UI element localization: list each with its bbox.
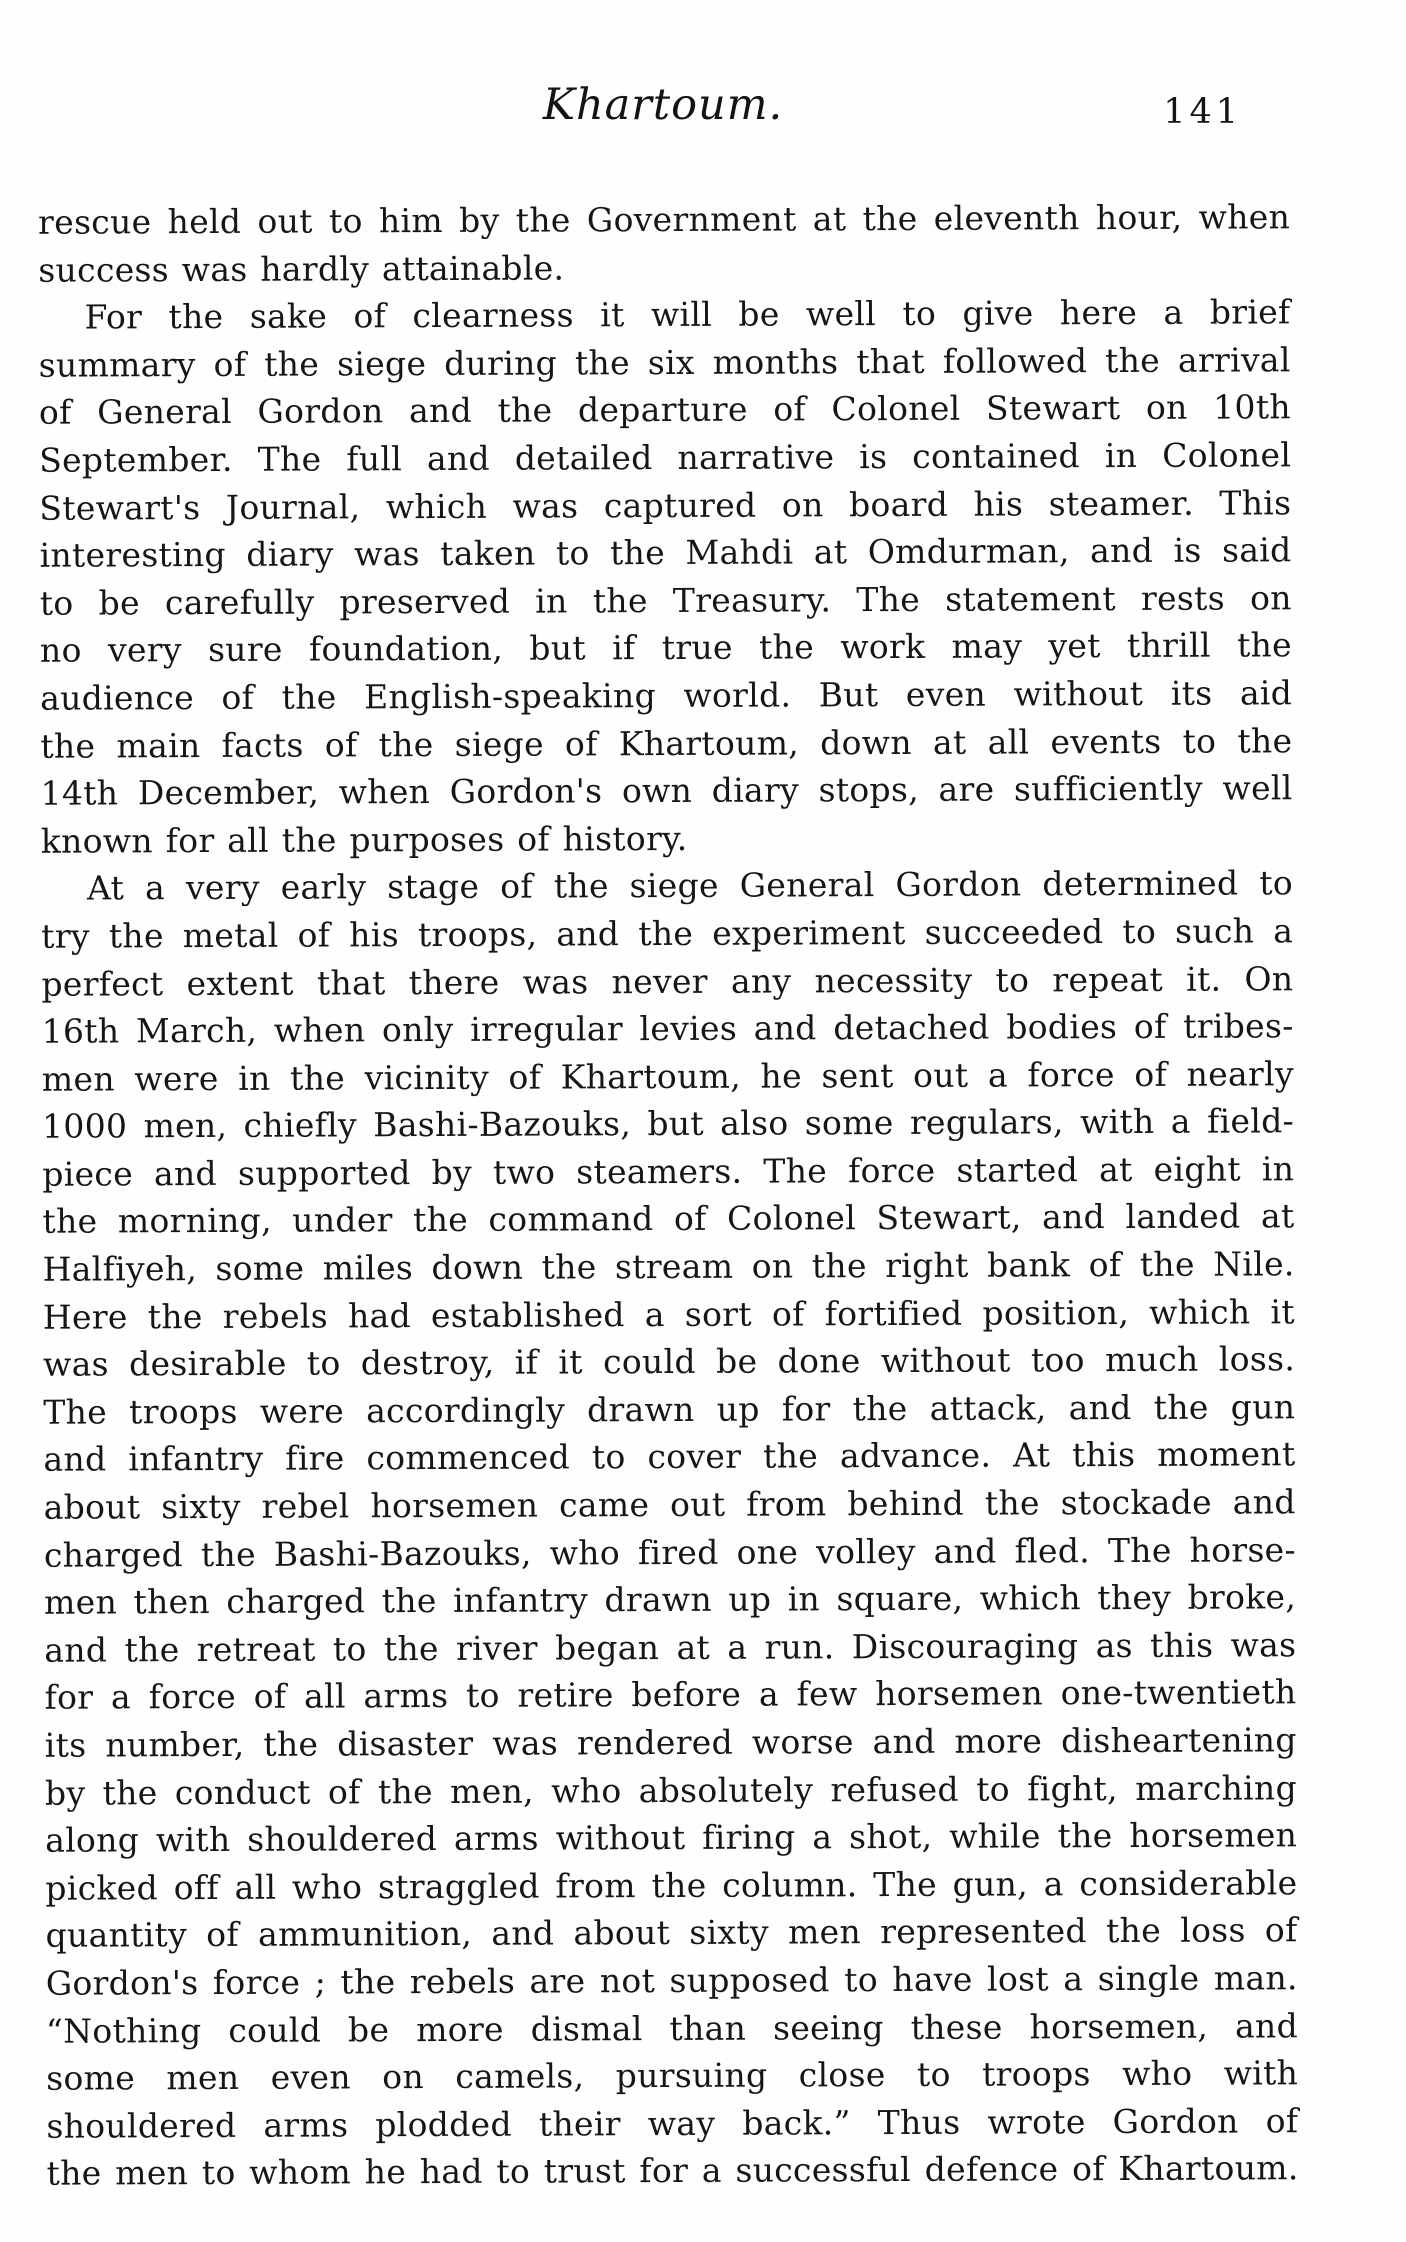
text-line: for a force of all arms to retire before a few horsemen one-twentieth [44,1672,1297,1718]
text-line: the morning, under the command of Colonel Stewart, and landed at [42,1196,1295,1242]
text-line: to be carefully preserved in the Treasury. The statement rests on [39,578,1292,623]
text-line: was desirable to destroy, if it could be done without too much loss. [43,1339,1296,1384]
text-line: piece and supported by two steamers. The force started at eight in [42,1149,1295,1194]
text-line: men then charged the infantry drawn up in square, which they broke, [44,1577,1297,1622]
text-line: shouldered arms plodded their way back.” Thus wrote Gordon of [46,2101,1299,2146]
text-line: summary of the siege during the six months that followed the arrival [38,340,1291,385]
text-line: audience of the English-speaking world. But even without its aid [40,673,1293,718]
text-line: The troops were accordingly drawn up for the attack, and the gun [43,1387,1296,1432]
text-line: 16th March, when only irregular levies and detached bodies of tribes- [41,1006,1294,1051]
text-line: the men to whom he had to trust for a successful defence of Khartoum. [46,2148,1299,2194]
text-line: For the sake of clearness it will be well to give here a brief [84,292,1291,337]
text-line: charged the Bashi-Bazouks, who fired one volley and fled. The horse- [43,1529,1296,1575]
text-line: 14th December, when Gordon's own diary stops, are sufficiently well [40,768,1293,813]
text-line: known for all the purposes of history. [40,818,688,861]
text-line: and infantry fire commenced to cover the advance. At this moment [43,1434,1296,1480]
text-line: men were in the vicinity of Khartoum, he sent out a force of nearly [41,1053,1294,1099]
running-header [38,80,1288,150]
text-line: no very sure foundation, but if true the work may yet thrill the [39,625,1293,671]
text-line: interesting diary was taken to the Mahdi at Omdurman, and is said [39,530,1292,575]
text-line: Gordon's force ; the rebels are not supposed to have lost a single man. [45,1958,1298,2003]
text-line: “Nothing could be more dismal than seeing these horsemen, and [45,2005,1299,2051]
text-line: Stewart's Journal, which was captured on board his steamer. This [39,482,1292,528]
page-title: Khartoum. [542,80,784,130]
text-line: rescue held out to him by the Government at the eleventh hour, when [38,197,1291,242]
text-line: September. The full and detailed narrative is contained in Colonel [39,435,1292,480]
text-line: quantity of ammunition, and about sixty men represented the loss of [45,1910,1298,1956]
text-line: picked off all who straggled from the column. The gun, a considerable [45,1863,1298,1908]
text-line: and the retreat to the river began at a run. Discouraging as this was [44,1625,1297,1670]
text-line: perfect extent that there was never any necessity to repeat it. On [41,958,1294,1004]
text-line: its number, the disaster was rendered worse and more disheartening [44,1720,1297,1765]
text-line: some men even on camels, pursuing close to troops who with [46,2053,1299,2098]
text-line: along with shouldered arms without firing a shot, while the horsemen [45,1815,1298,1860]
page-number: 141 [1163,92,1242,132]
text-line: about sixty rebel horsemen came out from behind the stockade and [43,1482,1296,1527]
text-line: of General Gordon and the departure of Colonel Stewart on 10th [38,387,1292,433]
text-line: the main facts of the siege of Khartoum, down at all events to the [40,720,1293,766]
text-line: Halfiyeh, some miles down the stream on the right bank of the Nile. [42,1244,1295,1289]
body-text [38,193,1299,2197]
text-line: try the metal of his troops, and the experiment succeeded to such a [41,911,1294,956]
text-line: by the conduct of the men, who absolutely refused to fight, marching [44,1767,1298,1813]
text-line: 1000 men, chiefly Bashi-Bazouks, but also some regulars, with a field- [41,1101,1295,1147]
text-line: success was hardly attainable. [38,248,565,290]
text-line: At a very early stage of the siege General Gordon determined to [86,863,1294,908]
text-line: Here the rebels had established a sort of fortified position, which it [42,1291,1295,1337]
